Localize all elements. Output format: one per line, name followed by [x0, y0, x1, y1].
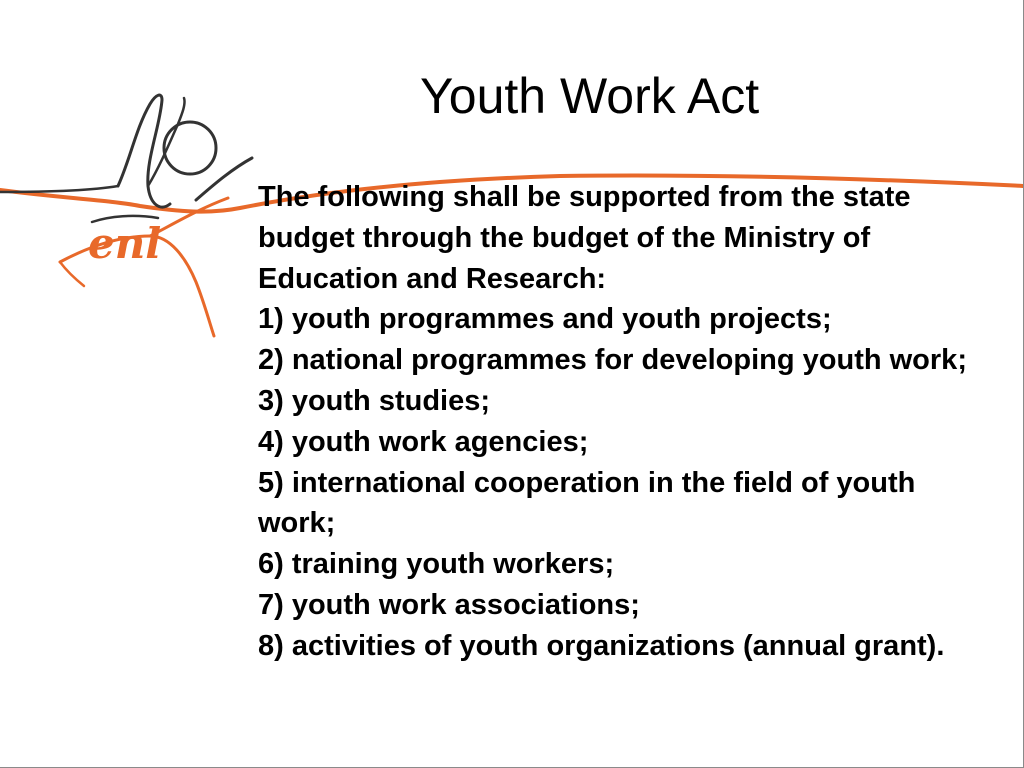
list-item: 6) training youth workers;	[258, 548, 615, 581]
list-item: 2) national programmes for developing youth work;	[258, 344, 967, 377]
slide-title: Youth Work Act	[420, 68, 760, 124]
list-item: 7) youth work associations;	[258, 588, 640, 621]
logo-wordmark: enl	[88, 219, 162, 268]
list-item: 5) international cooperation in the field of youth work;	[258, 466, 916, 540]
list-item: 8) activities of youth organizations (annual grant).	[258, 629, 945, 662]
intro-paragraph: The following shall be supported from the state budget through the budget of the Ministry of Education and Research:	[258, 181, 911, 295]
list-item: 1) youth programmes and youth projects;	[258, 303, 832, 336]
slide-body	[258, 177, 978, 667]
list-item: 4) youth work agencies;	[258, 425, 589, 458]
list-item: 3) youth studies;	[258, 384, 491, 417]
